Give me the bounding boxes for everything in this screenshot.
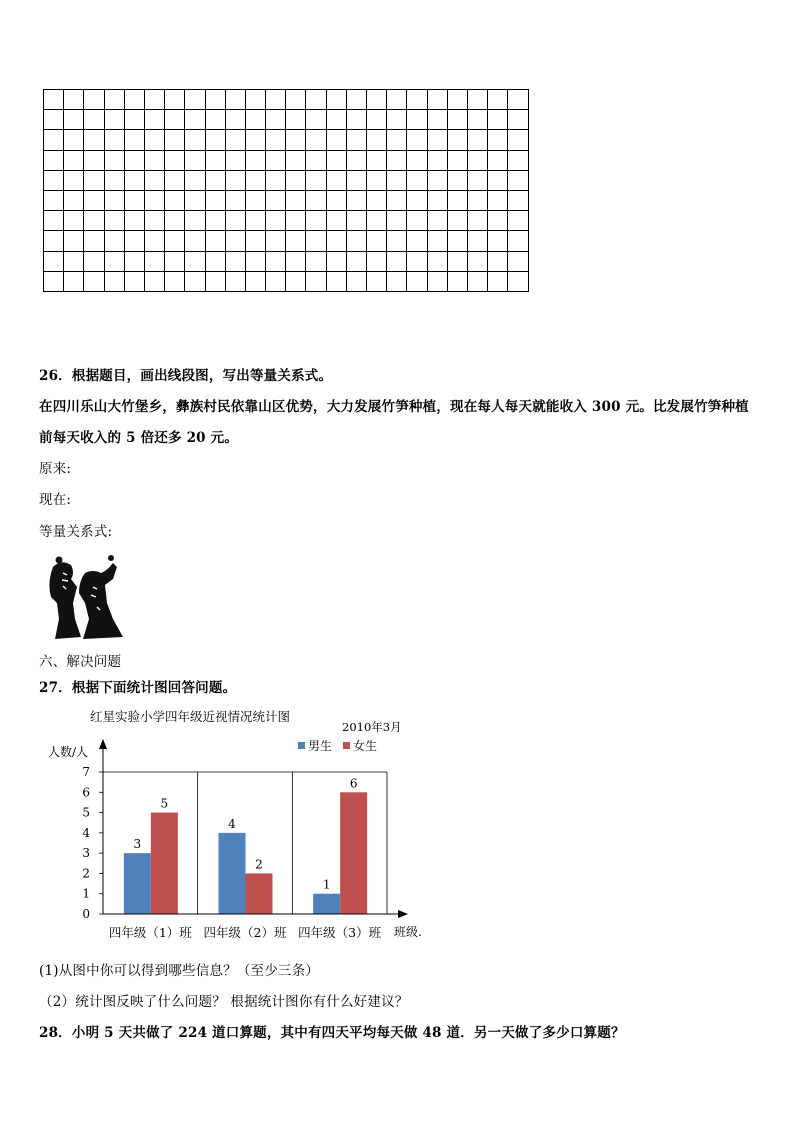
grid-cell <box>245 170 265 190</box>
grid-cell <box>407 90 427 110</box>
grid-cell <box>346 170 366 190</box>
grid-cell <box>104 130 124 150</box>
grid-cell <box>467 251 487 271</box>
grid-cell <box>205 90 225 110</box>
section6-title: 六、解决问题 <box>39 654 122 670</box>
grid-cell <box>104 90 124 110</box>
grid-cell <box>286 271 306 291</box>
grid-cell <box>205 130 225 150</box>
grid-cell <box>367 231 387 251</box>
y-axis-label: 人数/人 <box>48 745 89 759</box>
grid-cell <box>286 110 306 130</box>
grid-cell <box>84 190 104 210</box>
grid-cell <box>144 271 164 291</box>
grid-cell <box>84 90 104 110</box>
grid-cell <box>225 90 245 110</box>
grid-cell <box>266 110 286 130</box>
grid-cell <box>326 251 346 271</box>
grid-cell <box>367 190 387 210</box>
grid-cell <box>124 190 144 210</box>
grid-cell <box>427 190 447 210</box>
x-tick-label: 四年级（1）班 <box>108 925 192 940</box>
grid-cell <box>185 170 205 190</box>
grid-cell <box>266 150 286 170</box>
grid-cell <box>205 110 225 130</box>
grid-cell <box>64 130 84 150</box>
grid-cell <box>64 271 84 291</box>
grid-cell <box>144 251 164 271</box>
q26-label-before: 原来: <box>39 461 72 477</box>
y-tick-label: 1 <box>82 886 90 901</box>
grid-cell <box>144 170 164 190</box>
grid-cell <box>225 231 245 251</box>
grid-cell <box>84 150 104 170</box>
grid-cell <box>306 150 326 170</box>
grid-cell <box>488 251 508 271</box>
grid-cell <box>205 271 225 291</box>
grid-cell <box>104 150 124 170</box>
grid-cell <box>306 170 326 190</box>
grid-cell <box>367 211 387 231</box>
grid-cell <box>427 211 447 231</box>
grid-cell <box>84 170 104 190</box>
grid-cell <box>346 190 366 210</box>
grid-cell <box>185 130 205 150</box>
grid-cell <box>326 271 346 291</box>
q27-sub2: （2）统计图反映了什么问题？ 根据统计图你有什么好建议？ <box>39 994 409 1010</box>
grid-cell <box>165 150 185 170</box>
grid-cell <box>266 251 286 271</box>
grid-cell <box>447 90 467 110</box>
grid-cell <box>286 130 306 150</box>
grid-cell <box>104 271 124 291</box>
silhouette-illustration <box>41 553 126 643</box>
grid-cell <box>185 251 205 271</box>
grid-cell <box>185 211 205 231</box>
grid-cell <box>245 271 265 291</box>
grid-row <box>44 170 529 190</box>
grid-cell <box>367 130 387 150</box>
grid-cell <box>367 110 387 130</box>
grid-cell <box>346 231 366 251</box>
grid-cell <box>144 231 164 251</box>
data-label: 1 <box>322 877 331 892</box>
grid-cell <box>185 90 205 110</box>
y-tick-label: 0 <box>82 907 90 921</box>
grid-cell <box>44 90 64 110</box>
grid-cell <box>44 130 64 150</box>
grid-row <box>44 271 529 291</box>
grid-cell <box>124 231 144 251</box>
grid-cell <box>124 150 144 170</box>
grid-cell <box>467 110 487 130</box>
grid-cell <box>346 211 366 231</box>
grid-cell <box>225 110 245 130</box>
grid-cell <box>306 130 326 150</box>
grid-cell <box>44 271 64 291</box>
grid-cell <box>64 251 84 271</box>
grid-cell <box>124 130 144 150</box>
data-label: 2 <box>255 857 263 872</box>
grid-cell <box>367 90 387 110</box>
grid-cell <box>84 130 104 150</box>
y-tick-label: 7 <box>82 765 90 779</box>
grid-cell <box>488 271 508 291</box>
legend-swatch <box>298 742 305 749</box>
grid-cell <box>387 130 407 150</box>
grid-cell <box>387 211 407 231</box>
grid-cell <box>488 130 508 150</box>
chart-title: 红星实验小学四年级近视情况统计图 <box>90 709 291 724</box>
grid-cell <box>326 130 346 150</box>
grid-cell <box>427 110 447 130</box>
grid-cell <box>346 150 366 170</box>
grid-cell <box>165 170 185 190</box>
bar-boys <box>124 853 151 914</box>
grid-cell <box>326 190 346 210</box>
grid-cell <box>245 251 265 271</box>
grid-cell <box>124 251 144 271</box>
grid-cell <box>286 150 306 170</box>
bar-boys <box>313 894 340 914</box>
q27-sub1: (1)从图中你可以得到哪些信息？（至少三条） <box>39 963 320 979</box>
grid-cell <box>266 211 286 231</box>
grid-cell <box>124 271 144 291</box>
grid-cell <box>124 110 144 130</box>
grid-cell <box>64 90 84 110</box>
grid-cell <box>387 231 407 251</box>
x-axis-label: 班级. <box>394 925 422 939</box>
grid-cell <box>266 170 286 190</box>
grid-cell <box>44 231 64 251</box>
grid-cell <box>467 130 487 150</box>
grid-cell <box>407 130 427 150</box>
grid-cell <box>205 170 225 190</box>
grid-cell <box>427 150 447 170</box>
grid-cell <box>286 251 306 271</box>
grid-cell <box>488 170 508 190</box>
grid-cell <box>488 90 508 110</box>
grid-cell <box>165 251 185 271</box>
grid-cell <box>266 271 286 291</box>
data-label: 3 <box>133 837 142 852</box>
grid-cell <box>508 251 528 271</box>
grid-cell <box>286 190 306 210</box>
grid-cell <box>64 211 84 231</box>
grid-cell <box>245 190 265 210</box>
grid-cell <box>266 130 286 150</box>
grid-cell <box>84 271 104 291</box>
grid-cell <box>144 90 164 110</box>
grid-cell <box>64 170 84 190</box>
grid-cell <box>367 251 387 271</box>
grid-cell <box>447 211 467 231</box>
bar-girls <box>151 813 178 914</box>
grid-cell <box>286 231 306 251</box>
grid-cell <box>124 170 144 190</box>
grid-cell <box>346 90 366 110</box>
grid-cell <box>467 231 487 251</box>
grid-cell <box>185 150 205 170</box>
grid-cell <box>266 231 286 251</box>
grid-cell <box>205 251 225 271</box>
grid-cell <box>225 170 245 190</box>
q26-label-equation: 等量关系式: <box>39 524 113 540</box>
grid-cell <box>467 190 487 210</box>
x-axis-arrow <box>398 910 408 918</box>
grid-cell <box>124 211 144 231</box>
grid-cell <box>407 150 427 170</box>
grid-cell <box>144 211 164 231</box>
grid-cell <box>407 251 427 271</box>
grid-cell <box>427 170 447 190</box>
grid-cell <box>467 170 487 190</box>
data-label: 5 <box>160 796 169 811</box>
grid-cell <box>387 170 407 190</box>
grid-cell <box>165 271 185 291</box>
chart-subtitle: 2010年3月 <box>342 720 402 734</box>
bar-girls <box>246 873 273 914</box>
grid-cell <box>165 231 185 251</box>
grid-row <box>44 130 529 150</box>
grid-cell <box>326 90 346 110</box>
grid-cell <box>306 190 326 210</box>
grid-row <box>44 110 529 130</box>
grid-cell <box>44 150 64 170</box>
grid-cell <box>387 90 407 110</box>
grid-cell <box>104 211 124 231</box>
grid-cell <box>387 150 407 170</box>
answer-grid <box>43 89 529 292</box>
grid-cell <box>346 110 366 130</box>
x-tick-label: 四年级（2）班 <box>203 925 287 940</box>
grid-cell <box>144 130 164 150</box>
y-tick-label: 5 <box>82 805 90 820</box>
grid-cell <box>286 90 306 110</box>
grid-cell <box>306 251 326 271</box>
grid-cell <box>225 150 245 170</box>
grid-cell <box>407 231 427 251</box>
grid-cell <box>44 211 64 231</box>
grid-cell <box>165 211 185 231</box>
legend-label: 女生 <box>353 739 378 753</box>
grid-cell <box>165 110 185 130</box>
grid-cell <box>44 251 64 271</box>
grid-cell <box>205 190 225 210</box>
data-label: 4 <box>228 816 236 831</box>
grid-cell <box>367 271 387 291</box>
grid-cell <box>185 110 205 130</box>
grid-cell <box>508 90 528 110</box>
grid-cell <box>84 211 104 231</box>
bar-boys <box>219 833 246 914</box>
grid-cell <box>447 251 467 271</box>
grid-cell <box>205 150 225 170</box>
grid-cell <box>104 190 124 210</box>
q27-title: 27．根据下面统计图回答问题。 <box>39 680 237 696</box>
grid-cell <box>225 130 245 150</box>
grid-cell <box>64 110 84 130</box>
grid-cell <box>245 150 265 170</box>
myopia-bar-chart <box>40 705 440 945</box>
grid-cell <box>447 130 467 150</box>
grid-cell <box>144 190 164 210</box>
grid-cell <box>467 90 487 110</box>
y-tick-label: 6 <box>82 785 90 800</box>
y-tick-label: 4 <box>82 825 90 840</box>
grid-cell <box>144 150 164 170</box>
grid-cell <box>306 231 326 251</box>
q26-body-line1: 在四川乐山大竹堡乡，彝族村民依靠山区优势，大力发展竹笋种植，现在每人每天就能收入 300 元。比发展竹笋种植 <box>39 399 749 415</box>
grid-cell <box>387 271 407 291</box>
grid-cell <box>427 251 447 271</box>
q28-title: 28．小明 5 天共做了 224 道口算题，其中有四天平均每天做 48 道．另一天做了多少口算题？ <box>39 1025 625 1041</box>
y-axis-arrow <box>99 739 107 749</box>
grid-cell <box>64 231 84 251</box>
grid-cell <box>326 170 346 190</box>
grid-cell <box>225 190 245 210</box>
grid-cell <box>326 211 346 231</box>
grid-cell <box>508 190 528 210</box>
grid-cell <box>185 231 205 251</box>
grid-cell <box>508 211 528 231</box>
grid-cell <box>64 150 84 170</box>
grid-cell <box>306 90 326 110</box>
grid-cell <box>165 90 185 110</box>
q26-title: 26．根据题目，画出线段图，写出等量关系式。 <box>39 368 333 384</box>
grid-cell <box>44 190 64 210</box>
grid-cell <box>508 130 528 150</box>
grid-cell <box>306 110 326 130</box>
grid-cell <box>367 170 387 190</box>
grid-cell <box>306 211 326 231</box>
grid-cell <box>447 170 467 190</box>
y-tick-label: 2 <box>82 866 90 881</box>
grid-cell <box>44 170 64 190</box>
grid-row <box>44 211 529 231</box>
grid-cell <box>407 110 427 130</box>
grid-cell <box>447 190 467 210</box>
grid-row <box>44 231 529 251</box>
grid-cell <box>266 190 286 210</box>
grid-row <box>44 150 529 170</box>
legend-label: 男生 <box>308 739 333 753</box>
grid-cell <box>407 170 427 190</box>
grid-cell <box>44 110 64 130</box>
grid-cell <box>144 110 164 130</box>
grid-cell <box>346 130 366 150</box>
q26-label-now: 现在: <box>39 492 72 508</box>
grid-cell <box>225 251 245 271</box>
grid-cell <box>407 211 427 231</box>
grid-cell <box>326 231 346 251</box>
grid-cell <box>306 271 326 291</box>
grid-cell <box>165 190 185 210</box>
grid-cell <box>488 190 508 210</box>
grid-cell <box>467 150 487 170</box>
grid-cell <box>286 170 306 190</box>
grid-cell <box>427 130 447 150</box>
grid-cell <box>346 271 366 291</box>
grid-cell <box>488 231 508 251</box>
grid-cell <box>427 90 447 110</box>
grid-cell <box>245 231 265 251</box>
grid-cell <box>64 190 84 210</box>
q26-body-line2: 前每天收入的 5 倍还多 20 元。 <box>39 430 239 446</box>
grid-cell <box>326 110 346 130</box>
grid-cell <box>427 271 447 291</box>
grid-cell <box>185 271 205 291</box>
data-label: 6 <box>349 776 358 791</box>
grid-cell <box>447 231 467 251</box>
grid-cell <box>225 271 245 291</box>
grid-cell <box>245 90 265 110</box>
grid-cell <box>387 190 407 210</box>
grid-cell <box>104 110 124 130</box>
x-tick-label: 四年级（3）班 <box>298 925 382 940</box>
grid-cell <box>104 251 124 271</box>
grid-cell <box>185 190 205 210</box>
legend-swatch <box>343 742 350 749</box>
grid-cell <box>387 110 407 130</box>
grid-cell <box>245 130 265 150</box>
grid-cell <box>427 231 447 251</box>
grid-row <box>44 251 529 271</box>
grid-cell <box>508 110 528 130</box>
grid-cell <box>407 271 427 291</box>
grid-cell <box>508 231 528 251</box>
grid-cell <box>165 130 185 150</box>
grid-cell <box>387 251 407 271</box>
grid-cell <box>104 231 124 251</box>
grid-cell <box>488 211 508 231</box>
grid-cell <box>286 211 306 231</box>
grid-cell <box>266 90 286 110</box>
grid-cell <box>326 150 346 170</box>
grid-cell <box>205 231 225 251</box>
grid-cell <box>508 150 528 170</box>
grid-cell <box>508 271 528 291</box>
grid-cell <box>407 190 427 210</box>
grid-cell <box>124 90 144 110</box>
grid-cell <box>367 150 387 170</box>
chart-legend <box>298 738 377 753</box>
grid-cell <box>488 150 508 170</box>
grid-cell <box>205 211 225 231</box>
grid-cell <box>104 170 124 190</box>
grid-cell <box>245 110 265 130</box>
grid-cell <box>447 271 467 291</box>
grid-cell <box>467 271 487 291</box>
grid-cell <box>84 231 104 251</box>
grid-row <box>44 190 529 210</box>
grid-cell <box>84 110 104 130</box>
grid-row <box>44 90 529 110</box>
y-tick-label: 3 <box>82 846 90 861</box>
grid-cell <box>346 251 366 271</box>
grid-cell <box>225 211 245 231</box>
bar-girls <box>340 792 367 914</box>
grid-cell <box>84 251 104 271</box>
grid-cell <box>447 150 467 170</box>
grid-cell <box>467 211 487 231</box>
grid-cell <box>447 110 467 130</box>
grid-cell <box>508 170 528 190</box>
grid-cell <box>488 110 508 130</box>
grid-cell <box>245 211 265 231</box>
